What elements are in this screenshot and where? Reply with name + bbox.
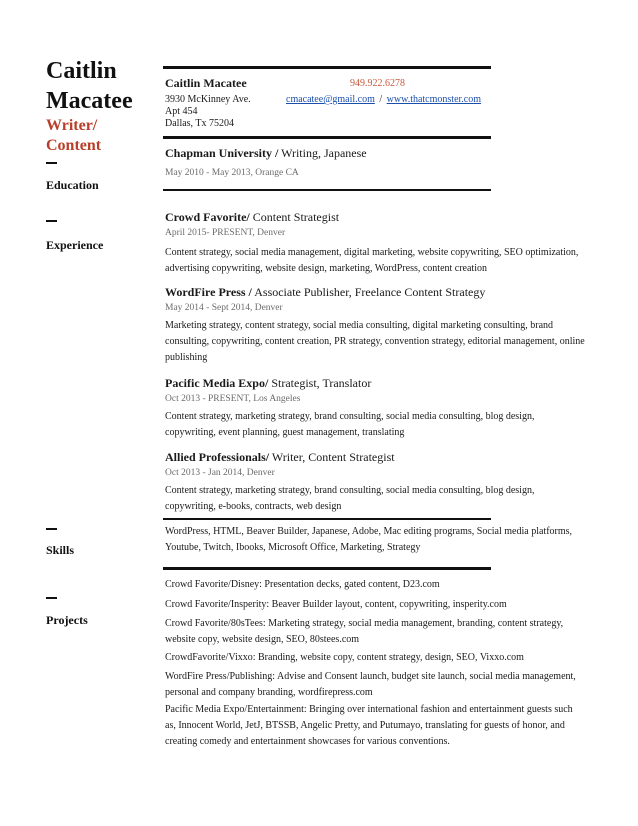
projects-label: Projects — [46, 613, 88, 627]
projects-dash — [46, 597, 57, 599]
experience-dash — [46, 220, 57, 222]
contact-links — [286, 94, 481, 105]
education-entry — [165, 146, 590, 160]
role-line-1: Writer/ — [46, 117, 98, 134]
job-meta: Oct 2013 - Jan 2014, Denver — [165, 468, 275, 478]
link-separator: / — [379, 94, 383, 105]
project-item: Crowd Favorite/Insperity: Beaver Builder layout, content, copywriting, insperity.com — [165, 599, 507, 610]
education-dates: May 2010 - May 2013, Orange CA — [165, 168, 299, 178]
name-last: Macatee — [46, 88, 133, 114]
contact-top-rule — [163, 66, 491, 69]
website-link[interactable]: www.thatcmonster.com — [386, 94, 482, 105]
role-line-2: Content — [46, 137, 102, 154]
role-heading — [46, 116, 156, 156]
email-link[interactable]: cmacatee@gmail.com — [286, 94, 375, 105]
job-description: Content strategy, marketing strategy, brand consulting, social media consulting, blog design, copywriting, e-books, contracts, web design — [165, 485, 535, 512]
job-heading — [165, 285, 590, 299]
name-first: Caitlin — [46, 58, 117, 84]
job-heading — [165, 210, 590, 224]
skills-label: Skills — [46, 543, 75, 557]
contact-address-1: 3930 McKinney Ave. — [165, 94, 251, 105]
job-company: Allied Professionals/ — [165, 450, 270, 464]
job-heading — [165, 376, 590, 390]
job-company: Pacific Media Expo/ — [165, 376, 269, 390]
skills-dash — [46, 528, 57, 530]
education-label: Education — [46, 178, 99, 192]
job-company: WordFire Press / — [165, 285, 252, 299]
job-description: Content strategy, social media management, digital marketing, website copywriting, SEO optimization, advertising copywriting, website design, marketing, WordPress, content creation — [165, 247, 579, 274]
contact-address-3: Dallas, Tx 75204 — [165, 118, 234, 129]
job-title: Strategist, Translator — [268, 376, 372, 390]
experience-label: Experience — [46, 238, 104, 252]
education-degree: Writing, Japanese — [278, 146, 367, 160]
contact-phone: 949.922.6278 — [350, 78, 405, 89]
project-item: Crowd Favorite/80sTees: Marketing strategy, social media management, branding, content strategy, website copy, website design, SEO, 80stees.com — [165, 618, 564, 645]
contact-name: Caitlin Macatee — [165, 76, 247, 90]
skills-text: WordPress, HTML, Beaver Builder, Japanese, Adobe, Mac editing programs, Social media platforms, Youtube, Twitch, Ibooks, Microsoft Office, Marketing, Strategy — [165, 526, 573, 553]
job-title: Writer, Content Strategist — [269, 450, 395, 464]
education-top-rule — [163, 136, 491, 139]
experience-top-rule — [163, 189, 491, 191]
job-meta: April 2015- PRESENT, Denver — [165, 228, 286, 238]
job-meta: Oct 2013 - PRESENT, Los Angeles — [165, 394, 301, 404]
education-dash — [46, 162, 57, 164]
contact-address-2: Apt 454 — [165, 106, 198, 117]
project-item: WordFire Press/Publishing: Advise and Consent launch, budget site launch, social media management, personal and company branding, wordfirepress.com — [165, 671, 576, 698]
job-heading — [165, 450, 590, 464]
project-item: Crowd Favorite/Disney: Presentation decks, gated content, D23.com — [165, 579, 440, 590]
skills-top-rule — [163, 518, 491, 520]
job-title: Content Strategist — [249, 210, 340, 224]
projects-top-rule — [163, 567, 491, 570]
job-meta: May 2014 - Sept 2014, Denver — [165, 303, 283, 313]
job-title: Associate Publisher, Freelance Content Strategy — [251, 285, 486, 299]
project-item: Pacific Media Expo/Entertainment: Bringing over international fashion and entertainment guests such as, Innocent World, JetJ, BTSSB, Angelic Pretty, and Putumayo, translating for guests of honor, and creating comedy and entertainment showcases for various conventions. — [165, 704, 573, 747]
job-company: Crowd Favorite/ — [165, 210, 250, 224]
education-school: Chapman University / — [165, 146, 279, 160]
project-item: CrowdFavorite/Vixxo: Branding, website copy, content strategy, design, SEO, Vixxo.com — [165, 652, 524, 663]
job-description: Content strategy, marketing strategy, brand consulting, social media consulting, blog design, copywriting, event planning, guest management, translating — [165, 411, 535, 438]
job-description: Marketing strategy, content strategy, social media consulting, digital marketing consulting, brand consulting, copywriting, content creation, PR strategy, convention strategy, editorial management, online publishing — [165, 320, 585, 363]
applicant-name-heading — [46, 56, 156, 116]
